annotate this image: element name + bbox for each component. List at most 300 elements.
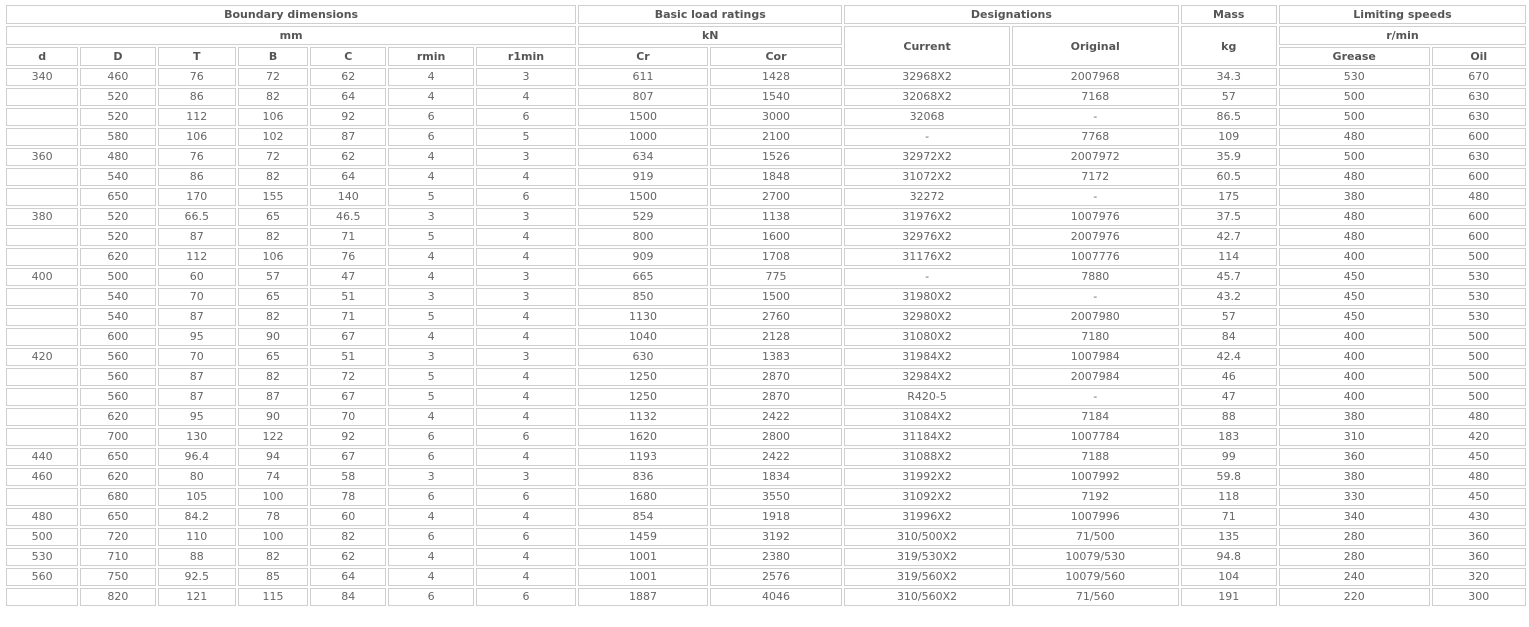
table-row — [6, 128, 1526, 146]
cell-cr: 611 — [578, 68, 708, 86]
cell-cor: 2422 — [710, 448, 843, 466]
cell-oil: 630 — [1432, 148, 1526, 166]
cell-grease: 340 — [1279, 508, 1430, 526]
cell-current: 31980X2 — [844, 288, 1010, 306]
cell-d: 440 — [6, 448, 78, 466]
cell-rmin: 6 — [388, 108, 473, 126]
cell-grease: 480 — [1279, 208, 1430, 226]
cell-cor: 1526 — [710, 148, 843, 166]
cell-D: 540 — [80, 288, 155, 306]
col-grease: Grease — [1279, 47, 1430, 66]
cell-rmin: 5 — [388, 228, 473, 246]
cell-current: 310/500X2 — [844, 528, 1010, 546]
cell-rmin: 4 — [388, 88, 473, 106]
cell-d — [6, 388, 78, 406]
cell-D: 540 — [80, 168, 155, 186]
table-row — [6, 268, 1526, 286]
cell-oil: 300 — [1432, 588, 1526, 606]
cell-r1min: 4 — [476, 228, 576, 246]
cell-oil: 480 — [1432, 188, 1526, 206]
cell-d — [6, 408, 78, 426]
cell-oil: 500 — [1432, 348, 1526, 366]
cell-r1min: 3 — [476, 268, 576, 286]
cell-r1min: 3 — [476, 148, 576, 166]
cell-rmin: 4 — [388, 268, 473, 286]
cell-C: 64 — [310, 88, 386, 106]
cell-T: 170 — [158, 188, 236, 206]
cell-C: 140 — [310, 188, 386, 206]
cell-d: 340 — [6, 68, 78, 86]
cell-cor: 2128 — [710, 328, 843, 346]
cell-d — [6, 428, 78, 446]
cell-D: 710 — [80, 548, 155, 566]
cell-D: 500 — [80, 268, 155, 286]
cell-grease: 480 — [1279, 228, 1430, 246]
cell-cor: 1383 — [710, 348, 843, 366]
cell-B: 82 — [238, 368, 308, 386]
cell-mass: 35.9 — [1181, 148, 1277, 166]
unit-kn: kN — [578, 26, 842, 45]
cell-C: 67 — [310, 448, 386, 466]
cell-rmin: 4 — [388, 148, 473, 166]
cell-D: 650 — [80, 448, 155, 466]
cell-D: 580 — [80, 128, 155, 146]
table-row — [6, 368, 1526, 386]
cell-mass: 86.5 — [1181, 108, 1277, 126]
cell-current: R420-5 — [844, 388, 1010, 406]
cell-cr: 1250 — [578, 368, 708, 386]
cell-T: 121 — [158, 588, 236, 606]
cell-D: 520 — [80, 108, 155, 126]
cell-T: 112 — [158, 108, 236, 126]
cell-r1min: 4 — [476, 448, 576, 466]
cell-T: 76 — [158, 68, 236, 86]
cell-rmin: 6 — [388, 488, 473, 506]
cell-r1min: 3 — [476, 468, 576, 486]
cell-rmin: 5 — [388, 368, 473, 386]
cell-r1min: 6 — [476, 428, 576, 446]
cell-original: 2007972 — [1012, 148, 1179, 166]
cell-C: 51 — [310, 288, 386, 306]
cell-B: 74 — [238, 468, 308, 486]
cell-cr: 1040 — [578, 328, 708, 346]
cell-mass: 175 — [1181, 188, 1277, 206]
cell-mass: 99 — [1181, 448, 1277, 466]
cell-B: 85 — [238, 568, 308, 586]
cell-d — [6, 128, 78, 146]
table-row — [6, 148, 1526, 166]
cell-current: 319/560X2 — [844, 568, 1010, 586]
cell-grease: 450 — [1279, 308, 1430, 326]
cell-current: 31084X2 — [844, 408, 1010, 426]
cell-B: 102 — [238, 128, 308, 146]
cell-B: 100 — [238, 488, 308, 506]
cell-cor: 1500 — [710, 288, 843, 306]
cell-current: 32272 — [844, 188, 1010, 206]
cell-C: 51 — [310, 348, 386, 366]
table-row — [6, 288, 1526, 306]
cell-cor: 2576 — [710, 568, 843, 586]
cell-cr: 850 — [578, 288, 708, 306]
cell-B: 65 — [238, 288, 308, 306]
cell-grease: 380 — [1279, 188, 1430, 206]
cell-B: 82 — [238, 548, 308, 566]
cell-T: 70 — [158, 348, 236, 366]
cell-C: 87 — [310, 128, 386, 146]
cell-rmin: 4 — [388, 548, 473, 566]
col-B: B — [238, 47, 308, 66]
table-row — [6, 68, 1526, 86]
col-rmin: rmin — [388, 47, 473, 66]
cell-grease: 310 — [1279, 428, 1430, 446]
cell-oil: 450 — [1432, 488, 1526, 506]
cell-rmin: 6 — [388, 128, 473, 146]
cell-B: 100 — [238, 528, 308, 546]
cell-D: 540 — [80, 308, 155, 326]
cell-oil: 670 — [1432, 68, 1526, 86]
cell-D: 460 — [80, 68, 155, 86]
cell-r1min: 6 — [476, 588, 576, 606]
cell-d: 400 — [6, 268, 78, 286]
cell-oil: 480 — [1432, 468, 1526, 486]
cell-current: 32984X2 — [844, 368, 1010, 386]
cell-T: 80 — [158, 468, 236, 486]
cell-original: 2007984 — [1012, 368, 1179, 386]
cell-cr: 919 — [578, 168, 708, 186]
cell-grease: 500 — [1279, 88, 1430, 106]
cell-oil: 320 — [1432, 568, 1526, 586]
table-row — [6, 428, 1526, 446]
cell-oil: 500 — [1432, 368, 1526, 386]
cell-original: 7180 — [1012, 328, 1179, 346]
cell-T: 95 — [158, 328, 236, 346]
cell-C: 46.5 — [310, 208, 386, 226]
cell-cor: 4046 — [710, 588, 843, 606]
cell-cor: 1540 — [710, 88, 843, 106]
cell-r1min: 3 — [476, 68, 576, 86]
cell-rmin: 6 — [388, 528, 473, 546]
cell-grease: 450 — [1279, 268, 1430, 286]
cell-mass: 88 — [1181, 408, 1277, 426]
header-boundary-dimensions: Boundary dimensions — [6, 5, 576, 24]
cell-T: 130 — [158, 428, 236, 446]
cell-mass: 37.5 — [1181, 208, 1277, 226]
cell-T: 96.4 — [158, 448, 236, 466]
cell-oil: 530 — [1432, 288, 1526, 306]
cell-mass: 43.2 — [1181, 288, 1277, 306]
cell-d: 560 — [6, 568, 78, 586]
cell-D: 560 — [80, 388, 155, 406]
cell-T: 70 — [158, 288, 236, 306]
cell-current: - — [844, 268, 1010, 286]
cell-B: 82 — [238, 88, 308, 106]
table-row — [6, 568, 1526, 586]
cell-rmin: 4 — [388, 508, 473, 526]
cell-grease: 380 — [1279, 468, 1430, 486]
cell-B: 72 — [238, 148, 308, 166]
cell-T: 87 — [158, 388, 236, 406]
cell-original: 7172 — [1012, 168, 1179, 186]
cell-oil: 600 — [1432, 228, 1526, 246]
cell-grease: 500 — [1279, 148, 1430, 166]
cell-B: 90 — [238, 408, 308, 426]
cell-mass: 104 — [1181, 568, 1277, 586]
cell-r1min: 4 — [476, 368, 576, 386]
cell-T: 84.2 — [158, 508, 236, 526]
table-body — [6, 68, 1526, 606]
cell-d: 480 — [6, 508, 78, 526]
cell-mass: 34.3 — [1181, 68, 1277, 86]
cell-cr: 1130 — [578, 308, 708, 326]
cell-B: 57 — [238, 268, 308, 286]
cell-original: 7168 — [1012, 88, 1179, 106]
header-basic-load-ratings: Basic load ratings — [578, 5, 842, 24]
cell-rmin: 4 — [388, 328, 473, 346]
cell-D: 620 — [80, 248, 155, 266]
cell-T: 76 — [158, 148, 236, 166]
cell-mass: 135 — [1181, 528, 1277, 546]
cell-B: 106 — [238, 248, 308, 266]
cell-current: - — [844, 128, 1010, 146]
cell-oil: 630 — [1432, 108, 1526, 126]
cell-grease: 360 — [1279, 448, 1430, 466]
cell-B: 106 — [238, 108, 308, 126]
cell-current: 32976X2 — [844, 228, 1010, 246]
cell-T: 92.5 — [158, 568, 236, 586]
cell-original: 7184 — [1012, 408, 1179, 426]
cell-oil: 500 — [1432, 328, 1526, 346]
cell-r1min: 4 — [476, 548, 576, 566]
cell-cr: 1250 — [578, 388, 708, 406]
cell-oil: 630 — [1432, 88, 1526, 106]
cell-d — [6, 228, 78, 246]
cell-B: 90 — [238, 328, 308, 346]
cell-d: 360 — [6, 148, 78, 166]
cell-mass: 60.5 — [1181, 168, 1277, 186]
unit-rpm: r/min — [1279, 26, 1526, 45]
table-row — [6, 468, 1526, 486]
cell-cr: 1001 — [578, 568, 708, 586]
cell-rmin: 6 — [388, 428, 473, 446]
cell-C: 84 — [310, 588, 386, 606]
cell-T: 95 — [158, 408, 236, 426]
cell-rmin: 3 — [388, 288, 473, 306]
table-row — [6, 188, 1526, 206]
cell-D: 820 — [80, 588, 155, 606]
cell-oil: 600 — [1432, 128, 1526, 146]
cell-D: 560 — [80, 368, 155, 386]
cell-d: 530 — [6, 548, 78, 566]
cell-cr: 665 — [578, 268, 708, 286]
cell-oil: 600 — [1432, 168, 1526, 186]
cell-B: 65 — [238, 348, 308, 366]
cell-grease: 330 — [1279, 488, 1430, 506]
cell-current: 31176X2 — [844, 248, 1010, 266]
cell-mass: 94.8 — [1181, 548, 1277, 566]
cell-cr: 1193 — [578, 448, 708, 466]
cell-r1min: 4 — [476, 328, 576, 346]
cell-D: 620 — [80, 408, 155, 426]
cell-C: 60 — [310, 508, 386, 526]
cell-cr: 1459 — [578, 528, 708, 546]
cell-rmin: 3 — [388, 468, 473, 486]
table-row — [6, 508, 1526, 526]
cell-r1min: 4 — [476, 508, 576, 526]
cell-mass: 109 — [1181, 128, 1277, 146]
cell-B: 82 — [238, 308, 308, 326]
header-mass: Mass — [1181, 5, 1277, 24]
cell-current: 32968X2 — [844, 68, 1010, 86]
cell-D: 650 — [80, 188, 155, 206]
cell-current: 310/560X2 — [844, 588, 1010, 606]
cell-current: 31976X2 — [844, 208, 1010, 226]
cell-oil: 450 — [1432, 448, 1526, 466]
cell-d — [6, 328, 78, 346]
col-d: d — [6, 47, 78, 66]
cell-mass: 71 — [1181, 508, 1277, 526]
cell-r1min: 5 — [476, 128, 576, 146]
cell-cr: 800 — [578, 228, 708, 246]
cell-d — [6, 108, 78, 126]
cell-cor: 1708 — [710, 248, 843, 266]
cell-C: 62 — [310, 68, 386, 86]
table-row — [6, 108, 1526, 126]
cell-current: 319/530X2 — [844, 548, 1010, 566]
cell-rmin: 6 — [388, 448, 473, 466]
cell-oil: 420 — [1432, 428, 1526, 446]
cell-B: 82 — [238, 228, 308, 246]
cell-original: 1007784 — [1012, 428, 1179, 446]
cell-C: 47 — [310, 268, 386, 286]
cell-current: 31184X2 — [844, 428, 1010, 446]
cell-original: 1007992 — [1012, 468, 1179, 486]
cell-original: 7880 — [1012, 268, 1179, 286]
table-row — [6, 168, 1526, 186]
cell-oil: 530 — [1432, 308, 1526, 326]
cell-B: 87 — [238, 388, 308, 406]
cell-r1min: 3 — [476, 348, 576, 366]
cell-original: 2007980 — [1012, 308, 1179, 326]
cell-original: 71/500 — [1012, 528, 1179, 546]
col-C: C — [310, 47, 386, 66]
cell-B: 155 — [238, 188, 308, 206]
cell-rmin: 5 — [388, 188, 473, 206]
cell-oil: 500 — [1432, 248, 1526, 266]
cell-D: 700 — [80, 428, 155, 446]
cell-C: 71 — [310, 308, 386, 326]
cell-C: 64 — [310, 168, 386, 186]
cell-d — [6, 308, 78, 326]
cell-C: 82 — [310, 528, 386, 546]
cell-oil: 480 — [1432, 408, 1526, 426]
cell-mass: 57 — [1181, 308, 1277, 326]
cell-original: 71/560 — [1012, 588, 1179, 606]
cell-grease: 400 — [1279, 248, 1430, 266]
col-r1min: r1min — [476, 47, 576, 66]
cell-mass: 45.7 — [1181, 268, 1277, 286]
cell-cr: 630 — [578, 348, 708, 366]
cell-current: 31088X2 — [844, 448, 1010, 466]
table-row — [6, 348, 1526, 366]
cell-d: 420 — [6, 348, 78, 366]
cell-oil: 500 — [1432, 388, 1526, 406]
header-original: Original — [1012, 26, 1179, 66]
cell-current: 31080X2 — [844, 328, 1010, 346]
cell-original: 7768 — [1012, 128, 1179, 146]
cell-T: 112 — [158, 248, 236, 266]
cell-cor: 3550 — [710, 488, 843, 506]
cell-T: 110 — [158, 528, 236, 546]
cell-grease: 400 — [1279, 328, 1430, 346]
cell-r1min: 4 — [476, 168, 576, 186]
cell-r1min: 4 — [476, 568, 576, 586]
cell-d — [6, 488, 78, 506]
cell-B: 115 — [238, 588, 308, 606]
cell-cor: 2800 — [710, 428, 843, 446]
cell-D: 480 — [80, 148, 155, 166]
cell-C: 64 — [310, 568, 386, 586]
cell-cr: 1620 — [578, 428, 708, 446]
cell-mass: 57 — [1181, 88, 1277, 106]
cell-oil: 430 — [1432, 508, 1526, 526]
cell-grease: 380 — [1279, 408, 1430, 426]
table-row — [6, 248, 1526, 266]
cell-cr: 1000 — [578, 128, 708, 146]
cell-cr: 909 — [578, 248, 708, 266]
cell-cor: 2870 — [710, 368, 843, 386]
cell-rmin: 6 — [388, 588, 473, 606]
cell-r1min: 6 — [476, 488, 576, 506]
cell-current: 31072X2 — [844, 168, 1010, 186]
cell-C: 92 — [310, 428, 386, 446]
cell-mass: 84 — [1181, 328, 1277, 346]
cell-original: 7192 — [1012, 488, 1179, 506]
table-row — [6, 208, 1526, 226]
cell-r1min: 4 — [476, 88, 576, 106]
cell-grease: 480 — [1279, 128, 1430, 146]
cell-cr: 807 — [578, 88, 708, 106]
cell-r1min: 6 — [476, 528, 576, 546]
cell-cor: 2870 — [710, 388, 843, 406]
cell-B: 94 — [238, 448, 308, 466]
col-cr: Cr — [578, 47, 708, 66]
cell-rmin: 4 — [388, 408, 473, 426]
cell-grease: 530 — [1279, 68, 1430, 86]
cell-mass: 47 — [1181, 388, 1277, 406]
table-row — [6, 588, 1526, 606]
cell-d — [6, 368, 78, 386]
cell-original: 2007976 — [1012, 228, 1179, 246]
cell-B: 122 — [238, 428, 308, 446]
cell-C: 58 — [310, 468, 386, 486]
cell-mass: 191 — [1181, 588, 1277, 606]
cell-C: 72 — [310, 368, 386, 386]
cell-grease: 220 — [1279, 588, 1430, 606]
cell-current: 32980X2 — [844, 308, 1010, 326]
cell-T: 105 — [158, 488, 236, 506]
cell-cr: 836 — [578, 468, 708, 486]
cell-grease: 240 — [1279, 568, 1430, 586]
cell-d — [6, 588, 78, 606]
cell-D: 680 — [80, 488, 155, 506]
cell-d: 380 — [6, 208, 78, 226]
cell-B: 82 — [238, 168, 308, 186]
cell-current: 31996X2 — [844, 508, 1010, 526]
cell-mass: 114 — [1181, 248, 1277, 266]
unit-kg: kg — [1181, 26, 1277, 66]
cell-grease: 400 — [1279, 388, 1430, 406]
cell-grease: 400 — [1279, 368, 1430, 386]
